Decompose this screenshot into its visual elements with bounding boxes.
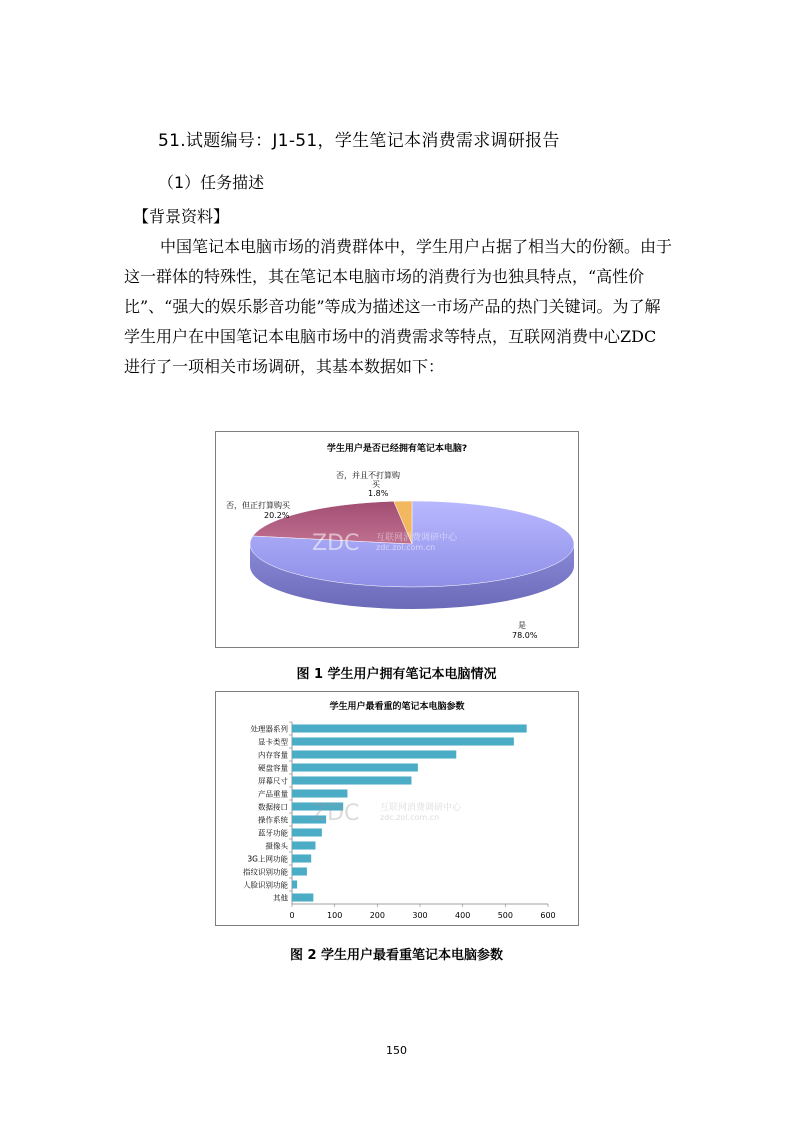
pie-value-yes: 78.0% xyxy=(512,631,538,640)
pie-value-no-not-buying: 1.8% xyxy=(368,489,389,498)
watermark-line1-2: 互联网消费调研中心 xyxy=(380,803,462,813)
page-number: 150 xyxy=(386,1044,407,1057)
watermark-logo-2: ZDC xyxy=(312,801,360,826)
pie-label-no-planning: 否，但正打算购买 xyxy=(226,501,290,510)
bar-11 xyxy=(292,867,307,875)
figure1-caption: 图 1 学生用户拥有笔记本电脑情况 xyxy=(296,667,497,682)
watermark-logo: ZDC xyxy=(312,531,360,556)
bar-category-label: 人脸识别功能 xyxy=(243,880,288,890)
bar-tick-label: 400 xyxy=(455,911,471,920)
subsection-title: （1）任务描述 xyxy=(158,173,265,192)
bar-13 xyxy=(292,893,313,901)
bar-category-label: 内存容量 xyxy=(258,750,288,760)
bar-5 xyxy=(292,789,347,797)
pie-label-no-not-buying-2: 买 xyxy=(372,480,380,489)
bar-category-label: 产品重量 xyxy=(258,789,288,799)
bar-0 xyxy=(292,724,527,732)
bar-category-label: 其他 xyxy=(273,893,288,903)
bar-tick-label: 500 xyxy=(497,911,513,920)
pie-label-no-not-buying-1: 否，并且不打算购 xyxy=(336,471,400,480)
figure2-caption: 图 2 学生用户最看重笔记本电脑参数 xyxy=(289,948,504,963)
bar-chart-title: 学生用户最看重的笔记本电脑参数 xyxy=(329,702,465,712)
bar-watermark xyxy=(312,801,462,826)
bar-category-label: 摄像头 xyxy=(265,841,288,851)
background-label: 【背景资料】 xyxy=(133,207,230,226)
bar-chart-svg xyxy=(216,692,578,925)
bar-category-label: 显卡类型 xyxy=(258,737,288,747)
bar-1 xyxy=(292,737,514,745)
bar-10 xyxy=(292,854,311,862)
bar-2 xyxy=(292,750,456,758)
bar-category-label: 处理器系列 xyxy=(250,724,288,734)
bar-category-label: 3G上网功能 xyxy=(247,854,288,864)
pie-chart-title: 学生用户是否已经拥有笔记本电脑? xyxy=(326,444,468,454)
bar-category-label: 蓝牙功能 xyxy=(258,828,288,838)
bar-tick-label: 0 xyxy=(289,911,295,920)
background-paragraph xyxy=(124,232,672,382)
bar-3 xyxy=(292,763,418,771)
watermark-line1: 互联网消费调研中心 xyxy=(376,533,458,543)
pie-chart-svg xyxy=(216,432,578,647)
watermark-line2-2: zdc.zol.com.cn xyxy=(380,813,440,822)
pie-label-yes: 是 xyxy=(518,621,526,630)
bar-tick-label: 100 xyxy=(327,911,343,920)
bar-category-label: 屏幕尺寸 xyxy=(258,776,288,786)
bar-category-label: 操作系统 xyxy=(258,815,288,825)
bar-category-label: 数据接口 xyxy=(258,802,288,812)
bar-chart-frame xyxy=(215,691,579,926)
bar-9 xyxy=(292,841,315,849)
bar-tick-label: 600 xyxy=(540,911,556,920)
pie-value-no-planning: 20.2% xyxy=(264,511,290,520)
bar-12 xyxy=(292,880,297,888)
watermark-line2: zdc.zol.com.cn xyxy=(376,543,436,552)
bar-8 xyxy=(292,828,322,836)
page-heading: 51.试题编号：J1-51，学生笔记本消费需求调研报告 xyxy=(158,131,560,151)
pie-chart-frame xyxy=(215,431,579,648)
bar-4 xyxy=(292,776,411,784)
bar-tick-label: 300 xyxy=(412,911,428,920)
bar-category-label: 指纹识别功能 xyxy=(243,867,288,877)
bar-tick-label: 200 xyxy=(369,911,385,920)
bar-category-label: 硬盘容量 xyxy=(258,763,288,773)
paragraph-text: 中国笔记本电脑市场的消费群体中，学生用户占据了相当大的份额。由于这一群体的特殊性，其在笔记本电脑市场的消费行为也独具特点，“高性价比”、“强大的娱乐影音功能”等成为描述这一市场产品的热门关键词。为了解学生用户在中国笔记本电脑市场中的消费需求等特点，互联网消费中心ZDC进行了一项相关市场调研，其基本数据如下： xyxy=(124,237,673,376)
